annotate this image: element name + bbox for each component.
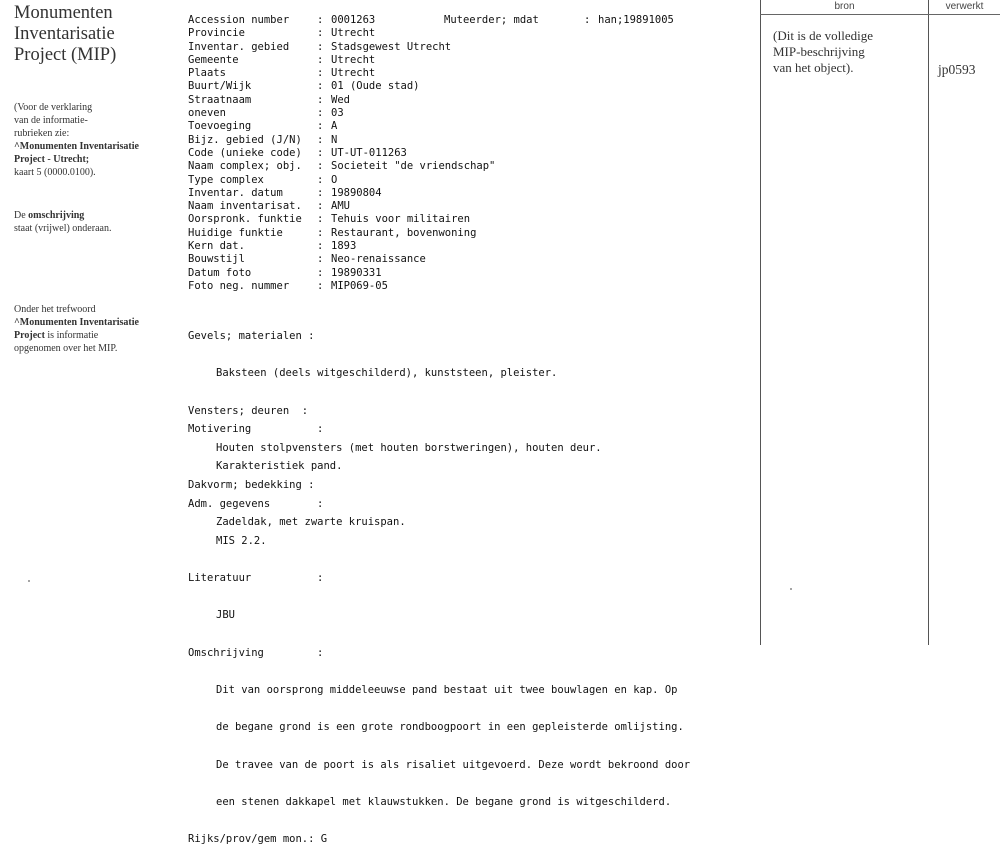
dak-label: Dakvorm; bedekking : [188,479,315,492]
field-value: Neo-renaissance [331,253,426,266]
field-row [188,174,495,187]
note-keyword: omschrijving [28,210,85,221]
field-sep: : [317,213,324,226]
field-value: Wed [331,93,350,106]
note-text: kaart 5 (0000.0100). [14,167,96,178]
field-row [188,253,495,266]
field-value: 03 [331,107,344,120]
field-label: Plaats [188,67,226,80]
sidebar-title [14,3,164,66]
bron-line: van het object). [773,60,854,75]
rijks-line: Rijks/prov/gem mon.: G [188,833,328,846]
field-sep: : [317,120,324,133]
bron-line: (Dit is de volledige [773,28,874,43]
column-divider [928,0,929,645]
field-row [188,27,495,40]
field-row [188,227,495,240]
field-sep: : [317,80,324,93]
field-row [188,80,495,93]
field-sep: : [317,253,324,266]
field-row [188,147,495,160]
field-label: Naam inventarisat. [188,200,302,213]
title-line-3: Project (MIP) [14,45,117,65]
omschrijving-line: een stenen dakkapel met klauwstukken. De begane grond is witgeschilderd. [216,795,672,808]
mutation-label: Muteerder; mdat [444,14,539,26]
gevels-value: Baksteen (deels witgeschilderd), kunststeen, pleister. [216,367,558,380]
paper-speck [790,588,792,590]
bron-text [773,28,923,76]
field-row [188,280,495,293]
title-line-1: Monumenten [14,3,113,23]
gevels-label: Gevels; materialen : [188,330,315,342]
field-label: Provincie [188,27,245,40]
field-row [188,240,495,253]
field-row [188,200,495,213]
bron-line: MIP-beschrijving [773,44,865,59]
field-sep: : [317,93,324,106]
note-text: Onder het trefwoord [14,304,96,315]
field-label: Straatnaam [188,93,252,106]
field-value: 1893 [331,240,357,253]
field-value: 0001263 [331,14,376,26]
field-value: 19890331 [331,266,382,279]
left-sidebar [14,3,164,354]
field-label: Code (unieke code) [188,146,302,159]
field-row [188,187,495,200]
vensters-value: Houten stolpvensters (met houten borstweringen), houten deur. [216,441,602,454]
field-sep: : [317,173,324,186]
omschrijving-label: Omschrijving [188,646,264,659]
omschrijving-line: De travee van de poort is als risaliet uitgevoerd. Deze wordt bekroond door [216,758,691,771]
paper-speck [28,580,30,582]
record-fields [188,14,495,293]
field-value: Tehuis voor militairen [331,213,471,226]
omschrijving-sep: : [317,646,324,659]
field-sep: : [317,160,324,173]
field-row [188,94,495,107]
field-sep: : [317,226,324,239]
dak-value: Zadeldak, met zwarte kruispan. [216,516,406,529]
field-label: Accession number [188,14,290,26]
field-sep: : [317,279,324,292]
field-row [188,213,495,226]
field-sep: : [317,146,324,159]
literatuur-sep: : [317,572,324,585]
field-row [188,134,495,147]
adm-sep: : [317,497,324,510]
title-line-2: Inventarisatie [14,24,115,44]
note-text: (Voor de verklaring [14,102,93,113]
field-label: Datum foto [188,266,252,279]
field-label: oneven [188,107,226,120]
verwerkt-header: verwerkt [945,1,984,12]
field-label: Buurt/Wijk [188,80,252,93]
field-row [188,160,495,173]
omschrijving-line: de begane grond is een grote rondboogpoort in een gepleisterde omlijsting. [216,721,684,734]
field-value: A [331,120,338,133]
note-text: is informatie [44,330,99,341]
extra-section [188,399,690,859]
field-sep: : [317,200,324,213]
vensters-label: Vensters; deuren : [188,404,309,417]
field-sep: : [317,14,324,26]
field-sep: : [317,266,324,279]
field-value: MIP069-05 [331,279,388,292]
omschrijving-line: Dit van oorsprong middeleeuwse pand bestaat uit twee bouwlagen en kap. Op [216,684,678,697]
field-label: Toevoeging [188,120,252,133]
field-value: AMU [331,200,350,213]
mutation-value: han;19891005 [598,14,674,26]
field-sep: : [317,67,324,80]
note-link-text: ^Monumenten Inventarisatie [14,141,139,152]
motivering-label: Motivering [188,423,252,435]
motivering-sep: : [317,423,324,435]
mutation-sep: : [584,14,591,26]
field-value: 01 (Oude stad) [331,80,420,93]
literatuur-value: JBU [216,609,235,622]
sidebar-note-description [14,209,174,235]
column-divider [760,0,761,645]
field-label: Type complex [188,173,264,186]
field-value: Utrecht [331,67,376,80]
field-value: Utrecht [331,27,376,40]
field-row [188,120,495,133]
note-text: De [14,210,29,221]
note-link-text: Project - Utrecht; [14,154,90,165]
field-row [188,107,495,120]
field-sep: : [317,133,324,146]
field-label: Naam complex; obj. [188,160,302,173]
note-text: staat (vrijwel) onderaan. [14,223,112,234]
field-label: Inventar. datum [188,186,283,199]
field-label: Bouwstijl [188,253,245,266]
field-label: Gemeente [188,53,239,66]
field-sep: : [317,186,324,199]
field-value: N [331,133,338,146]
field-label: Bijz. gebied (J/N) [188,133,302,146]
adm-label: Adm. gegevens [188,497,271,510]
field-value: Stadsgewest Utrecht [331,40,452,53]
field-row [188,54,495,67]
field-value: Restaurant, bovenwoning [331,226,477,239]
field-row [188,67,495,80]
field-value: Societeit "de vriendschap" [331,160,496,173]
note-text: opgenomen over het MIP. [14,343,118,354]
sidebar-note-explanation [14,101,174,179]
motivering-value: Karakteristiek pand. [216,460,343,473]
adm-value: MIS 2.2. [216,534,267,547]
header-rule [760,14,1000,15]
field-sep: : [317,53,324,66]
field-sep: : [317,240,324,253]
field-sep: : [317,27,324,40]
field-value: 19890804 [331,186,382,199]
field-label: Oorspronk. funktie [188,213,302,226]
bron-header: bron [834,1,855,12]
verwerkt-value: jp0593 [938,62,976,77]
note-text: rubrieken zie: [14,128,70,139]
mutation-info [444,14,674,27]
literatuur-label: Literatuur [188,572,252,585]
note-text: van de informatie- [14,115,88,126]
field-label: Huidige funktie [188,226,283,239]
field-row [188,267,495,280]
note-link-text: ^Monumenten Inventarisatie [14,317,139,328]
field-label: Foto neg. nummer [188,279,290,292]
field-sep: : [317,40,324,53]
field-sep: : [317,107,324,120]
field-label: Inventar. gebied [188,40,290,53]
sidebar-note-keyword [14,303,174,355]
field-value: UT-UT-011263 [331,146,407,159]
field-label: Kern dat. [188,240,245,253]
field-row [188,41,495,54]
field-value: O [331,173,338,186]
note-link-text: Project [14,330,45,341]
field-value: Utrecht [331,53,376,66]
